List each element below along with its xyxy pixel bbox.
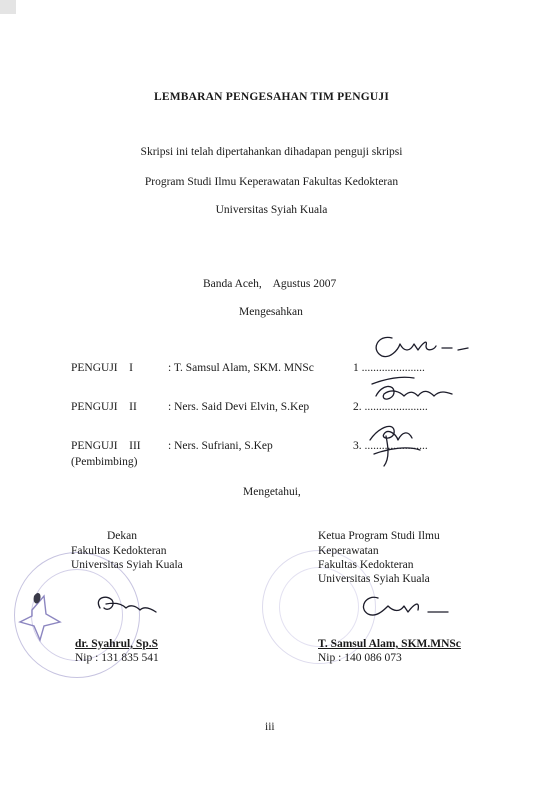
dean-faculty: Fakultas Kedokteran [71, 545, 167, 557]
program-head-faculty: Fakultas Kedokteran [318, 559, 414, 571]
dean-title: Dekan [107, 530, 138, 542]
examiner-3-role-sub: (Pembimbing) [71, 456, 138, 468]
examiner-1-role: PENGUJI I [71, 362, 133, 374]
program-head-name: T. Samsul Alam, SKM.MNSc [318, 638, 461, 650]
program-head-signature [363, 597, 448, 615]
examiner-3-role: PENGUJI III [71, 440, 141, 452]
program-head-university: Universitas Syiah Kuala [318, 573, 430, 585]
examiner-1-name: : T. Samsul Alam, SKM. MNSc [168, 362, 314, 374]
acknowledge-label: Mengetahui, [243, 486, 301, 498]
document-title: LEMBARAN PENGESAHAN TIM PENGUJI [153, 91, 390, 103]
examiner-2-name: : Ners. Said Devi Elvin, S.Kep [168, 401, 310, 413]
examiner-3-name: : Ners. Sufriani, S.Kep [168, 440, 273, 452]
examiner-1-sign-line: 1 ...................... [353, 362, 425, 374]
dean-university: Universitas Syiah Kuala [71, 559, 183, 571]
program-head-title-line-1: Ketua Program Studi Ilmu [318, 530, 440, 542]
examiner-3-sign-line: 3. ...................... [353, 440, 428, 452]
place-date: Banda Aceh, Agustus 2007 [203, 278, 337, 290]
intro-line-2: Program Studi Ilmu Keperawatan Fakultas Kedokteran [144, 176, 399, 188]
dean-name: dr. Syahrul, Sp.S [75, 638, 158, 650]
scan-corner-mark [0, 0, 16, 14]
dean-nip: Nip : 131 835 541 [75, 652, 159, 664]
intro-line-1: Skripsi ini telah dipertahankan dihadapan penguji skripsi [140, 146, 403, 158]
program-head-title-line-2: Keperawatan [318, 545, 379, 557]
signature-1 [376, 337, 468, 356]
page-number: iii [265, 721, 275, 733]
examiner-2-sign-line: 2. ...................... [353, 401, 428, 413]
signature-2 [372, 377, 452, 399]
examiner-2-role: PENGUJI II [71, 401, 137, 413]
approve-label: Mengesahkan [239, 306, 303, 318]
intro-line-3: Universitas Syiah Kuala [215, 204, 328, 216]
program-head-nip: Nip : 140 086 073 [318, 652, 402, 664]
